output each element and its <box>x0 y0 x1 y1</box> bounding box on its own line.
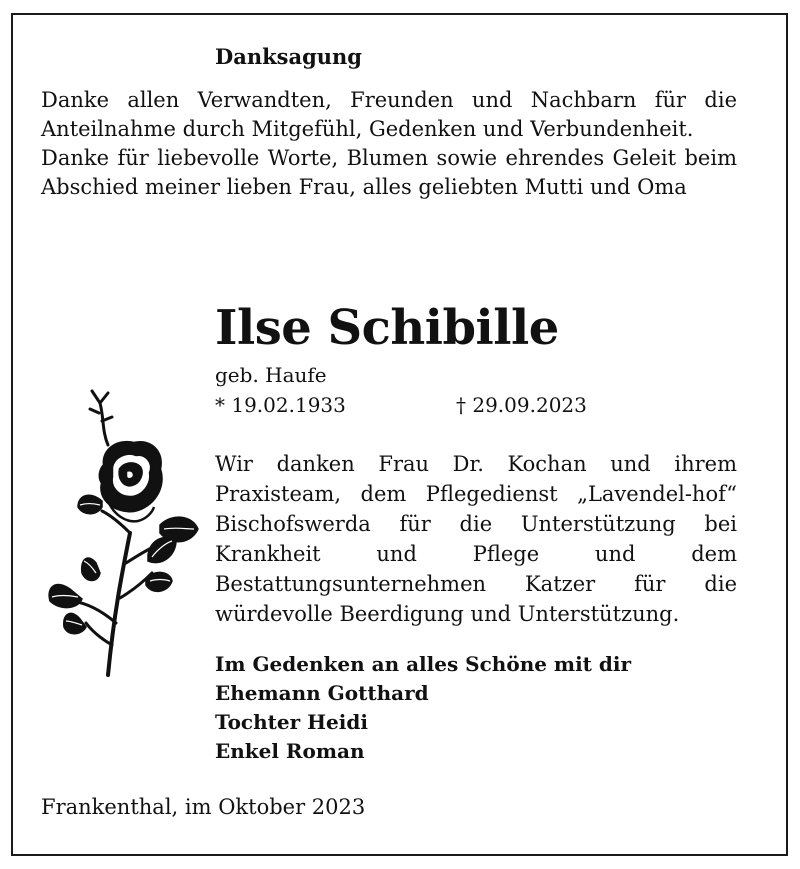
signoff-line-3: Tochter Heidi <box>215 710 368 734</box>
deceased-name: Ilse Schibille <box>215 300 559 356</box>
intro-paragraph-1: Danke allen Verwandten, Freunden und Nachbarn für die Anteilnahme durch Mitgefühl, Gedenken und Verbundenheit. <box>41 88 737 141</box>
place-date: Frankenthal, im Oktober 2023 <box>41 795 366 819</box>
thanks-text <box>215 449 737 629</box>
death-date: † 29.09.2023 <box>456 393 587 417</box>
signoff-block <box>215 650 735 766</box>
intro-paragraph-2: Danke für liebevolle Worte, Blumen sowie ehrendes Geleit beim Abschied meiner lieben Frau, alles geliebten Mutti und Oma <box>41 146 737 199</box>
signoff-line-2: Ehemann Gotthard <box>215 681 429 705</box>
rose-icon <box>42 383 202 683</box>
birth-date: * 19.02.1933 <box>215 393 346 417</box>
thanks-paragraph: Wir danken Frau Dr. Kochan und ihrem Praxisteam, dem Pflegedienst „Lavendel-hof“ Bischofswerda für die Unterstützung bei Krankheit und Pflege und dem Bestattungsunternehmen Katzer für die würdevolle Beerdigung und Unterstützung. <box>215 452 737 626</box>
heading-text: Danksagung <box>215 44 362 69</box>
maiden-name: geb. Haufe <box>215 363 327 387</box>
intro-text <box>41 86 737 202</box>
signoff-line-1: Im Gedenken an alles Schöne mit dir <box>215 652 631 676</box>
signoff-line-4: Enkel Roman <box>215 739 365 763</box>
